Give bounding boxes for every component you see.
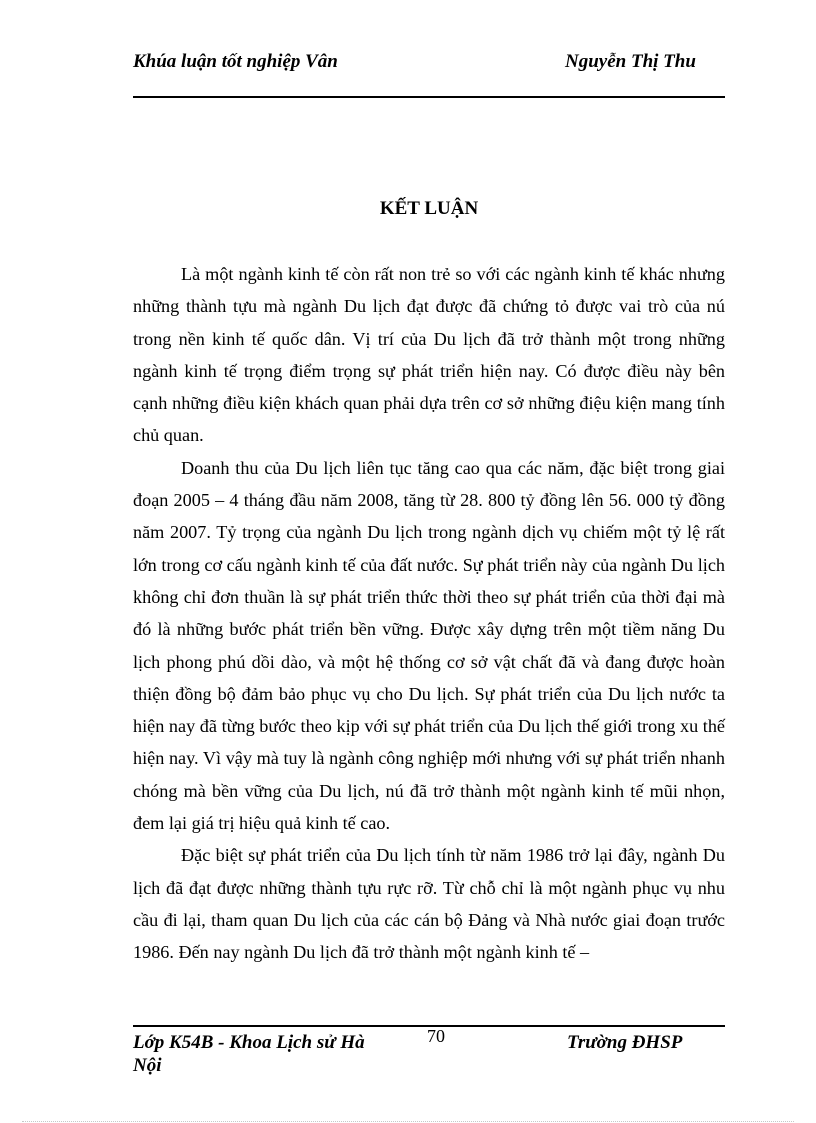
page-bottom-divider	[22, 1121, 794, 1122]
header-rule	[133, 96, 725, 98]
header-left-text: Khúa luận tốt nghiệp Vân	[133, 51, 338, 72]
paragraph-3: Đặc biệt sự phát triển của Du lịch tính từ năm 1986 trở lại đây, ngành Du lịch đã đạt được những thành tựu rực rỡ. Từ chỗ chỉ là một ngành phục vụ nhu cầu đi lại, tham quan Du lịch của các cán bộ Đảng và Nhà nước giai đoạn trước 1986. Đến nay ngành Du lịch đã trở thành một ngành kinh tế –	[133, 845, 725, 963]
page-number: 70	[427, 1026, 445, 1046]
paragraph-1: Là một ngành kinh tế còn rất non trẻ so với các ngành kinh tế khác nhưng những thành tựu mà ngành Du lịch đạt được đã chứng tỏ được vai trò của nú trong nền kinh tế quốc dân. Vị trí của Du lịch đã trở thành một trong những ngành kinh tế trọng điểm trọng sự phát triển hiện nay. Có được điều này bên cạnh những điều kiện khách quan phải dựa trên cơ sở những điệu kiện mang tính chủ quan.	[133, 264, 725, 446]
page-title: KẾT LUẬN	[379, 198, 479, 219]
body-text	[133, 258, 725, 969]
footer-right-text: Trường ĐHSP	[567, 1032, 683, 1053]
footer-left-text: Lớp K54B - Khoa Lịch sử Hà Nội	[133, 1032, 365, 1076]
paragraph-2: Doanh thu của Du lịch liên tục tăng cao qua các năm, đặc biệt trong giai đoạn 2005 – 4 tháng đầu năm 2008, tăng từ 28. 800 tỷ đồng lên 56. 000 tỷ đồng năm 2007. Tỷ trọng của ngành Du lịch trong ngành dịch vụ chiếm một tỷ lệ rất lớn trong cơ cấu ngành kinh tế của đất nước. Sự phát triển này của ngành Du lịch không chỉ đơn thuần là sự phát triển thức thời theo sự phát triển của thời đại mà đó là những bước phát triển bền vững. Được xây dựng trên một tiềm năng Du lịch phong phú dồi dào, và một hệ thống cơ sở vật chất đã và đang được hoàn thiện đồng bộ đảm bảo phục vụ cho Du lịch. Sự phát triển của Du lịch nước ta hiện nay đã từng bước theo kịp với sự phát triển của Du lịch thế giới trong xu thế hiện nay. Vì vậy mà tuy là ngành công nghiệp mới nhưng với sự phát triển nhanh chóng mà bền vững của Du lịch, nú đã trở thành một ngành kinh tế mũi nhọn, đem lại giá trị hiệu quả kinh tế cao.	[133, 457, 725, 834]
header-right-text: Nguyễn Thị Thu	[565, 51, 696, 72]
